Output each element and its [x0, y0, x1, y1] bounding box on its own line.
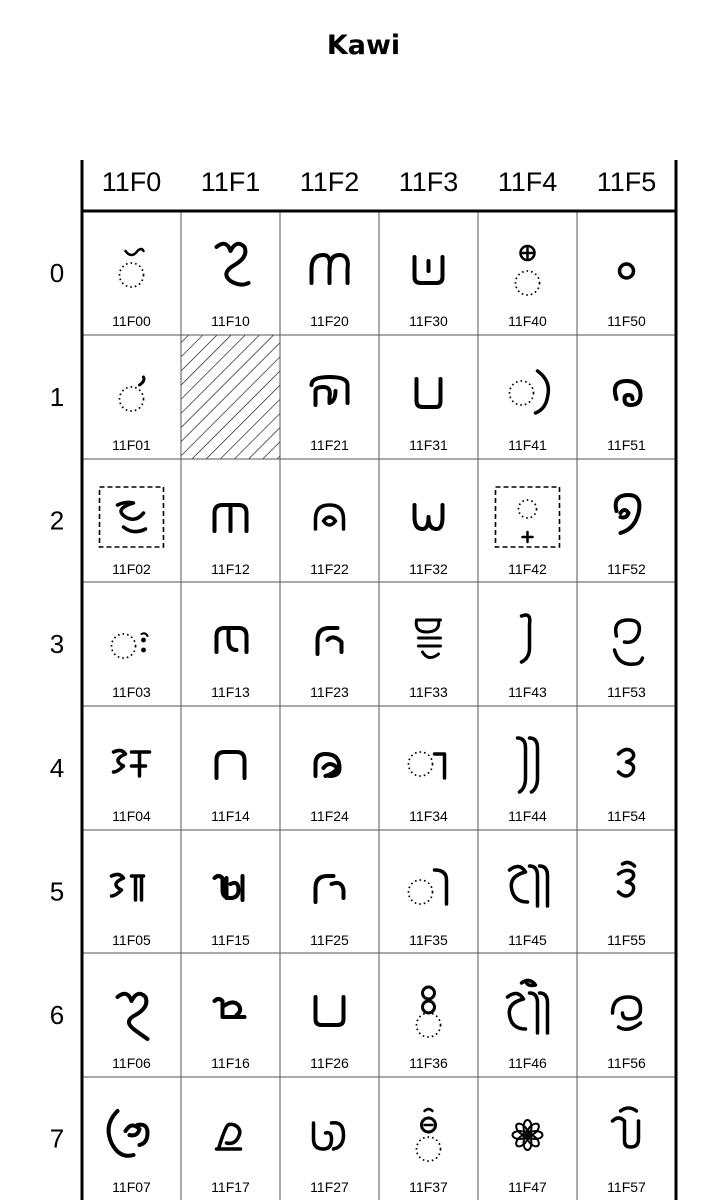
kawi-glyph: [615, 381, 641, 405]
code-point-label: 11F43: [508, 684, 547, 700]
code-point-label: 11F01: [112, 437, 151, 453]
kawi-glyph: [316, 754, 340, 776]
code-point-label: 11F37: [409, 1179, 448, 1195]
code-point-label: 11F34: [409, 808, 448, 824]
kawi-glyph: [316, 876, 344, 902]
kawi-glyph: [316, 997, 344, 1025]
code-point-label: 11F47: [508, 1179, 547, 1195]
code-point-label: 11F14: [211, 808, 250, 824]
kawi-glyph: [613, 997, 641, 1029]
kawi-glyph: [613, 1108, 639, 1147]
kawi-glyph: [312, 255, 348, 283]
kawi-glyph: [109, 1111, 148, 1156]
code-point-label: 11F12: [211, 561, 250, 577]
kawi-glyph: [415, 505, 443, 529]
code-point-label: 11F33: [409, 684, 448, 700]
code-point-label: 11F15: [211, 932, 250, 948]
code-point-label: 11F23: [310, 684, 349, 700]
kawi-glyph: [417, 987, 441, 1037]
row-label: 4: [49, 753, 65, 783]
unassigned-cell: [181, 335, 280, 459]
kawi-glyph: [619, 749, 634, 776]
kawi-glyph: [100, 487, 164, 547]
code-point-label: 11F00: [112, 313, 151, 329]
kawi-glyph: [415, 257, 443, 283]
row-label: 0: [49, 258, 65, 288]
code-point-label: 11F36: [409, 1055, 448, 1071]
code-point-label: 11F52: [607, 561, 646, 577]
column-header: 11F0: [101, 167, 162, 197]
code-point-label: 11F45: [508, 932, 547, 948]
kawi-glyph: [217, 628, 247, 652]
code-point-label: 11F40: [508, 313, 547, 329]
code-point-label: 11F46: [508, 1055, 547, 1071]
kawi-glyph: [508, 980, 548, 1033]
kawi-glyph: [619, 862, 635, 896]
kawi-glyph: [120, 249, 144, 287]
kawi-glyph: [118, 994, 148, 1039]
code-point-label: 11F53: [607, 684, 646, 700]
kawi-glyph: [312, 377, 348, 405]
kawi-glyph: [112, 874, 144, 900]
kawi-glyph: [513, 1120, 543, 1150]
code-point-label: 11F56: [607, 1055, 646, 1071]
code-point-label: 11F31: [409, 437, 448, 453]
code-point-label: 11F30: [409, 313, 448, 329]
kawi-glyph: [217, 1124, 241, 1149]
column-header: 11F4: [497, 167, 558, 197]
row-label: 7: [49, 1123, 65, 1154]
row-label: 1: [49, 382, 65, 412]
code-point-label: 11F35: [409, 932, 448, 948]
kawi-glyph: [615, 620, 643, 664]
kawi-glyph: [215, 876, 243, 900]
kawi-glyph: [114, 750, 150, 776]
kawi-glyph: [620, 264, 634, 278]
code-point-label: 11F06: [112, 1055, 151, 1071]
code-point-label: 11F41: [508, 437, 547, 453]
kawi-glyph: [120, 377, 145, 411]
row-label: 5: [49, 876, 65, 907]
code-point-label: 11F10: [211, 313, 250, 329]
code-point-label: 11F21: [310, 437, 349, 453]
code-point-label: 11F07: [112, 1179, 151, 1195]
kawi-glyph: [416, 620, 440, 658]
kawi-glyph: [318, 628, 342, 654]
row-label: 2: [49, 505, 65, 536]
code-point-label: 11F57: [607, 1179, 646, 1195]
kawi-glyph: [314, 1123, 344, 1149]
column-header: 11F2: [299, 167, 360, 197]
code-point-label: 11F32: [409, 561, 448, 577]
kawi-glyph: [496, 487, 560, 547]
kawi-glyph: [518, 738, 538, 792]
code-point-label: 11F05: [112, 932, 151, 948]
code-point-label: 11F42: [508, 561, 547, 577]
kawi-glyph: [217, 244, 249, 285]
code-point-label: 11F20: [310, 313, 349, 329]
kawi-glyph: [409, 752, 445, 778]
kawi-glyph: [516, 246, 540, 295]
code-point-label: 11F13: [211, 684, 250, 700]
kawi-glyph: [215, 505, 247, 531]
kawi-glyph: [522, 615, 530, 662]
kawi-glyph: [510, 866, 548, 906]
kawi-glyph: [215, 999, 245, 1017]
kawi-glyph: [316, 505, 344, 529]
column-header: 11F1: [200, 167, 261, 197]
column-header: 11F3: [398, 167, 459, 197]
kawi-glyph: [409, 870, 447, 904]
page-title: Kawi: [326, 30, 401, 61]
code-point-label: 11F44: [508, 808, 547, 824]
kawi-glyph: [417, 1109, 441, 1161]
code-point-label: 11F25: [310, 932, 349, 948]
column-header: 11F5: [596, 167, 657, 197]
row-label: 6: [49, 1000, 65, 1030]
row-label: 3: [49, 629, 65, 659]
code-point-label: 11F17: [211, 1179, 250, 1195]
kawi-glyph: [417, 379, 441, 407]
code-point-label: 11F22: [310, 561, 349, 577]
kawi-glyph: [510, 371, 549, 413]
code-point-label: 11F27: [310, 1179, 349, 1195]
code-point-label: 11F24: [310, 808, 349, 824]
code-point-label: 11F54: [607, 808, 646, 824]
code-point-label: 11F51: [607, 437, 646, 453]
kawi-glyph: [217, 752, 245, 778]
kawi-glyph: [616, 495, 640, 533]
code-point-label: 11F26: [310, 1055, 349, 1071]
code-point-label: 11F03: [112, 684, 151, 700]
code-point-label: 11F50: [607, 313, 646, 329]
code-point-label: 11F55: [607, 932, 646, 948]
code-point-label: 11F16: [211, 1055, 250, 1071]
kawi-glyph: [112, 633, 148, 658]
code-point-label: 11F02: [112, 561, 151, 577]
code-point-label: 11F04: [112, 808, 151, 824]
